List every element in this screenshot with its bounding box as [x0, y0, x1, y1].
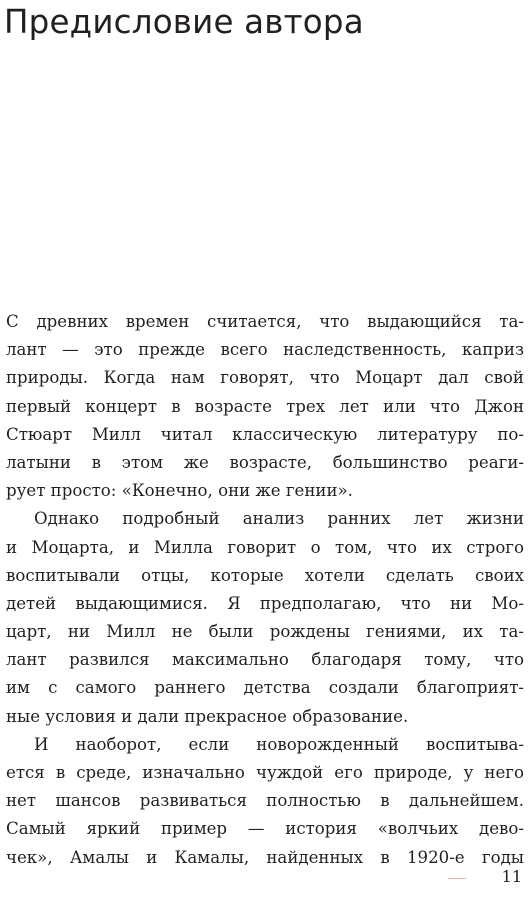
- text-line: латыни в этом же возрасте, большинство реаги-: [6, 452, 524, 472]
- paragraph: [6, 731, 524, 872]
- body-text: [6, 308, 524, 872]
- text-line: нет шансов развиваться полностью в дальнейшем.: [6, 791, 524, 811]
- text-line: им с самого раннего детства создали благоприят-: [6, 678, 524, 698]
- text-line: чек», Амалы и Камалы, найденных в 1920-е годы: [6, 847, 524, 867]
- text-line: воспитывали отцы, которые хотели сделать своих: [6, 565, 524, 585]
- text-line: рует просто: «Конечно, они же гении».: [6, 481, 353, 501]
- text-line: детей выдающимися. Я предполагаю, что ни Мо-: [6, 593, 524, 613]
- chapter-title: Предисловие автора: [4, 3, 364, 41]
- text-line: ные условия и дали прекрасное образование.: [6, 706, 409, 726]
- text-line: природы. Когда нам говорят, что Моцарт дал свой: [6, 368, 524, 388]
- text-line: ется в среде, изначально чуждой его природе, у него: [6, 763, 524, 782]
- text-line: первый концерт в возрасте трех лет или что Джон: [6, 396, 524, 416]
- text-line: лант — это прежде всего наследственность, каприз: [6, 340, 524, 360]
- page-number: 11: [501, 867, 522, 886]
- paragraph: [6, 308, 524, 505]
- text-line: царт, ни Милл не были рождены гениями, их та-: [6, 622, 524, 642]
- text-line: Стюарт Милл читал классическую литературу по-: [6, 424, 524, 444]
- paragraph: [6, 505, 524, 731]
- text-line: И наоборот, если новорожденный воспитыва-: [34, 734, 524, 754]
- text-line: и Моцарта, и Милла говорит о том, что их строго: [6, 537, 524, 557]
- page-mark-divider: [448, 878, 466, 879]
- text-line: Однако подробный анализ ранних лет жизни: [34, 509, 524, 529]
- text-line: Самый яркий пример — история «волчьих дево-: [6, 819, 524, 839]
- text-line: С древних времен считается, что выдающийся та-: [6, 312, 524, 331]
- text-line: лант развился максимально благодаря тому, что: [6, 650, 524, 670]
